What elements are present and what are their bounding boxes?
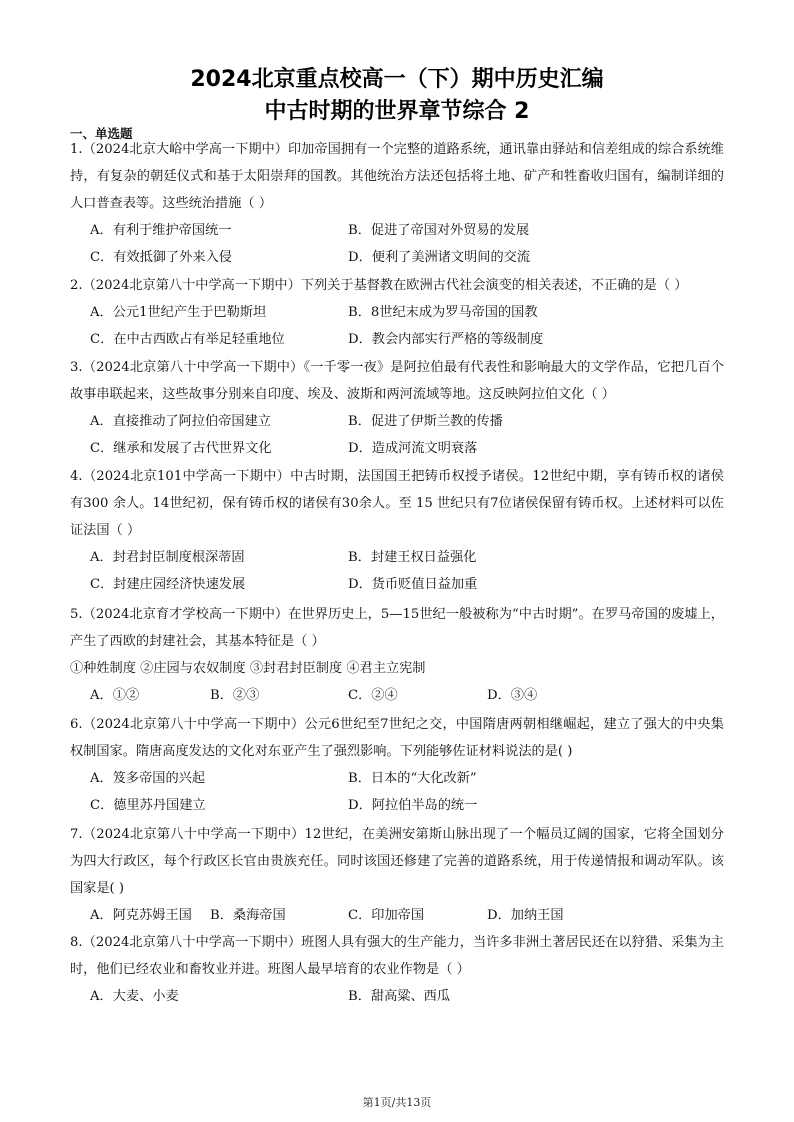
options-row <box>70 765 724 792</box>
question-stem: 2.（2024北京第八十中学高一下期中）下列关于基督教在欧洲古代社会演变的相关表述，不正确的是（ ） <box>70 278 688 293</box>
option-b: B．甜高粱、西瓜 <box>348 989 451 1004</box>
option-c: C．封建庄园经济快速发展 <box>90 577 246 592</box>
question-5 <box>70 601 724 709</box>
option-c: C．德里苏丹国建立 <box>90 798 206 813</box>
document-title-line1: 2024北京重点校高一（下）期中历史汇编 <box>190 67 604 92</box>
question-stem: 8.（2024北京第八十中学高一下期中）班图人具有强大的生产能力，当许多非洲土著居民还在以狩猎、采集为主时，他们已经农业和畜牧业并进。班图人最早培育的农业作物是（ ） <box>70 935 724 977</box>
option-b: B．②③ <box>210 688 260 703</box>
option-d: D．③④ <box>487 688 538 703</box>
document-title-line2: 中古时期的世界章节综合 2 <box>264 99 530 124</box>
option-c: C．在中古西欧占有举足轻重地位 <box>90 332 285 347</box>
option-b: B．桑海帝国 <box>210 908 286 923</box>
options-row <box>70 299 724 326</box>
option-b: B．促进了伊斯兰教的传播 <box>348 414 503 429</box>
question-8 <box>70 929 724 1010</box>
page-footer: 第1页/共13页 <box>362 1096 432 1109</box>
options-row <box>70 435 724 462</box>
option-b: B．封建王权日益强化 <box>348 550 477 565</box>
options-row <box>70 983 724 1010</box>
question-stem: 5.（2024北京育才学校高一下期中）在世界历史上，5—15世纪一般被称为“中古时期”。在罗马帝国的废墟上，产生了西欧的封建社会，其基本特征是（ ） <box>70 607 724 649</box>
question-stem: 6.（2024北京第八十中学高一下期中）公元6世纪至7世纪之交，中国隋唐两朝相继崛起，建立了强大的中央集权制国家。隋唐高度发达的文化对东亚产生了强烈影响。下列能够佐证材料说法的是( ) <box>70 717 724 759</box>
options-row <box>70 326 724 353</box>
question-7 <box>70 821 724 929</box>
question-statements: ①种姓制度 ②庄园与农奴制度 ③封君封臣制度 ④君主立宪制 <box>70 661 426 676</box>
option-d: D．便利了美洲诸文明间的交流 <box>348 250 531 265</box>
option-a: A．公元1世纪产生于巴勒斯坦 <box>90 305 267 320</box>
question-stem: 7.（2024北京第八十中学高一下期中）12世纪，在美洲安第斯山脉出现了一个幅员辽阔的国家，它将全国划分为四大行政区，每个行政区长官由贵族充任。同时该国还修建了完善的道路系统，用于传递情报和调动军队。该国家是( ) <box>70 827 724 896</box>
question-4 <box>70 463 724 598</box>
section-heading: 一、单选题 <box>70 126 133 141</box>
option-b: B．促进了帝国对外贸易的发展 <box>348 223 530 238</box>
option-c: C．②④ <box>348 688 398 703</box>
options-row <box>70 544 724 571</box>
options-row <box>70 571 724 598</box>
question-1 <box>70 136 724 271</box>
question-3 <box>70 354 724 462</box>
options-row <box>70 902 724 929</box>
option-d: D．造成河流文明衰落 <box>348 441 478 456</box>
option-d: D．货币贬值日益加重 <box>348 577 478 592</box>
option-a: A．有利于维护帝国统一 <box>90 223 232 238</box>
option-c: C．有效抵御了外来入侵 <box>90 250 232 265</box>
option-b: B．8世纪末成为罗马帝国的国教 <box>348 305 538 320</box>
option-a: A．大麦、小麦 <box>90 989 179 1004</box>
option-a: A．直接推动了阿拉伯帝国建立 <box>90 414 271 429</box>
option-c: C．印加帝国 <box>348 908 425 923</box>
option-a: A．阿克苏姆王国 <box>90 908 192 923</box>
question-stem: 4.（2024北京101中学高一下期中）中古时期，法国国王把铸币权授予诸侯。12世纪中期，享有铸币权的诸侯有300 余人。14世纪初，保有铸币权的诸侯有30余人。至 15 世纪只有7位诸侯保留有铸币权。上述材料可以佐证法国（ ） <box>70 469 724 538</box>
option-c: C．继承和发展了古代世界文化 <box>90 441 272 456</box>
options-row <box>70 244 724 271</box>
options-row <box>70 217 724 244</box>
option-a: A．笈多帝国的兴起 <box>90 771 206 786</box>
question-2 <box>70 272 724 353</box>
question-stem: 3.（2024北京第八十中学高一下期中）《一千零一夜》是阿拉伯最有代表性和影响最大的文学作品，它把几百个故事串联起来，这些故事分别来自印度、埃及、波斯和两河流域等地。这反映阿拉伯文化（ ） <box>70 360 724 402</box>
option-a: A．①② <box>90 688 140 703</box>
options-row <box>70 792 724 819</box>
option-d: D．加纳王国 <box>487 908 564 923</box>
option-d: D．教会内部实行严格的等级制度 <box>348 332 544 347</box>
option-a: A．封君封臣制度根深蒂固 <box>90 550 245 565</box>
options-row <box>70 682 724 709</box>
question-stem: 1.（2024北京大峪中学高一下期中）印加帝国拥有一个完整的道路系统，通讯靠由驿站和信差组成的综合系统维持，有复杂的朝廷仪式和基于太阳崇拜的国教。其他统治方法还包括将土地、矿产和牲畜收归国有，编制详细的人口普查表等。这些统治措施（ ） <box>70 142 724 211</box>
options-row <box>70 408 724 435</box>
option-b: B．日本的“大化改新” <box>348 771 477 786</box>
option-d: D．阿拉伯半岛的统一 <box>348 798 478 813</box>
question-6 <box>70 711 724 819</box>
